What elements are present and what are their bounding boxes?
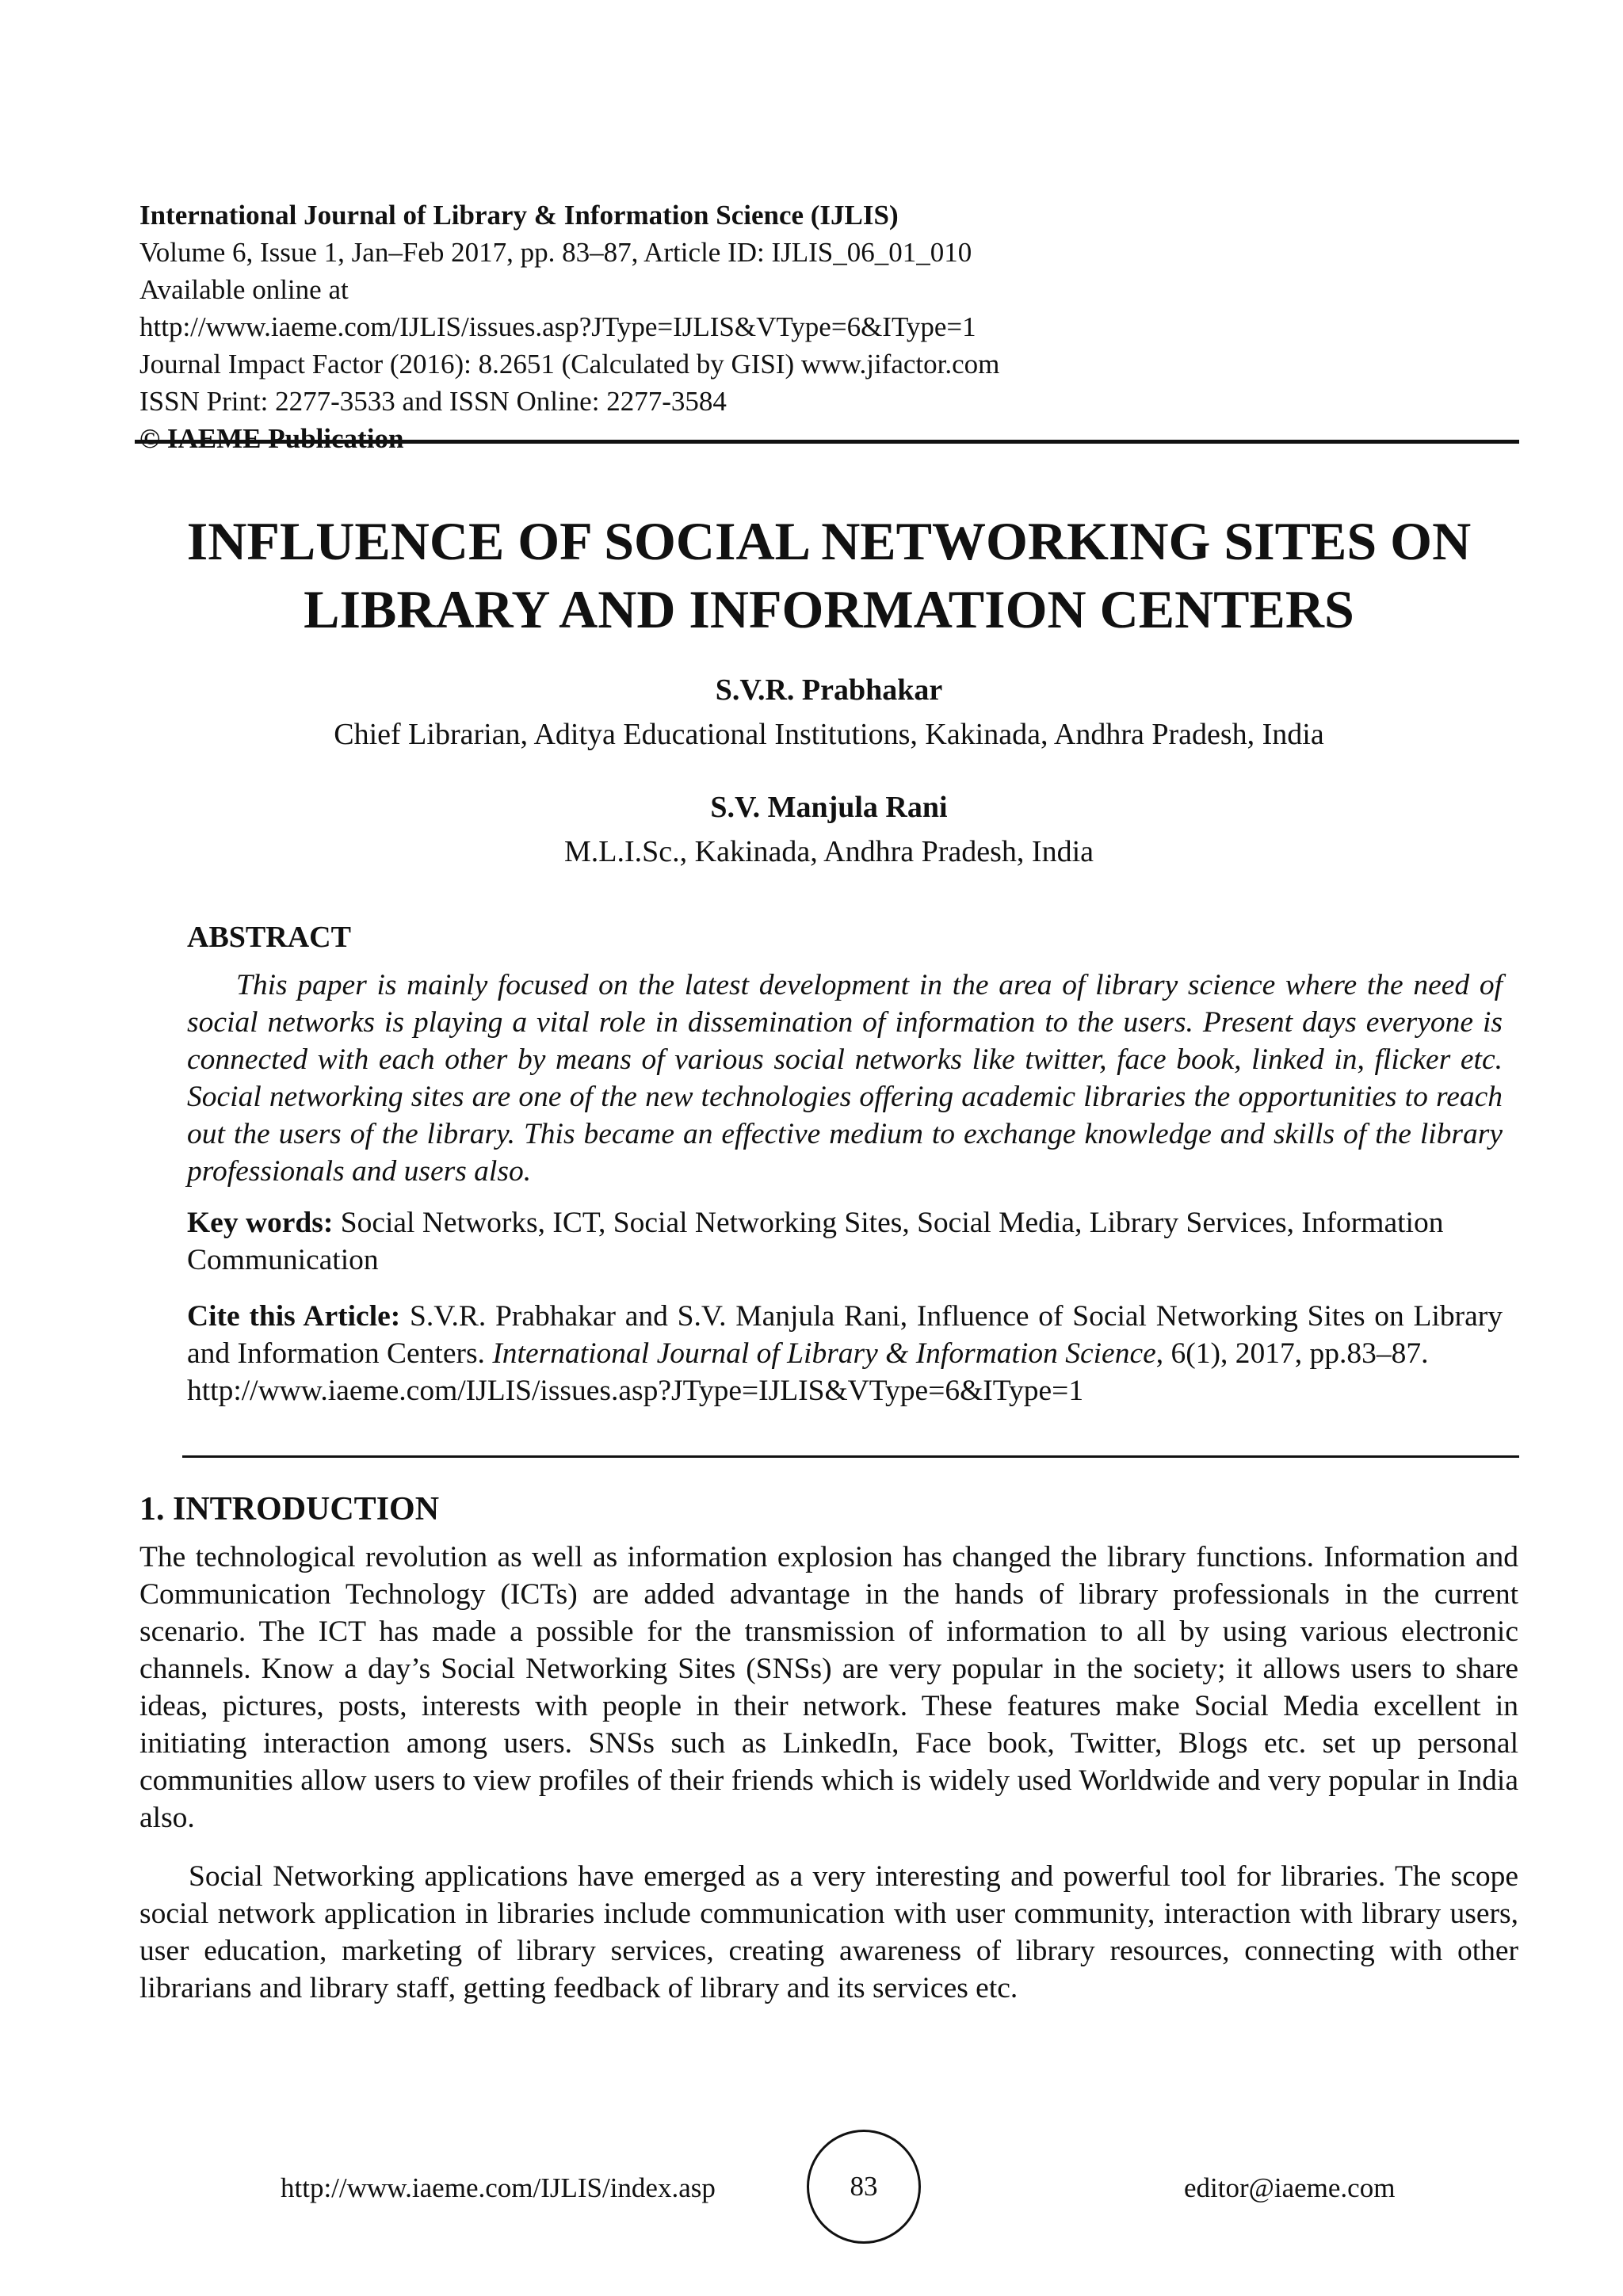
paper-title <box>139 507 1518 643</box>
citation-divider <box>182 1455 1519 1458</box>
author-affiliation-1: Chief Librarian, Aditya Educational Institutions, Kakinada, Andhra Pradesh, India <box>334 718 1324 751</box>
keywords-label: Key words: <box>187 1207 334 1239</box>
author-name-1: S.V.R. Prabhakar <box>715 673 943 707</box>
footer-url-link[interactable]: http://www.iaeme.com/IJLIS/index.asp <box>281 2172 716 2203</box>
abstract-text: This paper is mainly focused on the latest development in the area of library science where the need of social networks is playing a vital role in dissemination of information to the users. Present days everyone is connected with each other by means of various social networks like twitter, face book, linked in, flicker etc. Social networking sites are one of the new technologies offering academic libraries the opportunities to reach out the users of the library. This became an effective medium to exchange knowledge and skills of the library professionals and users also. <box>187 969 1503 1188</box>
keywords-text: Social Networks, ICT, Social Networking Sites, Social Media, Library Services, Information Communication <box>187 1207 1444 1276</box>
page-number-circle <box>807 2130 921 2244</box>
title-line-2: LIBRARY AND INFORMATION CENTERS <box>304 579 1354 639</box>
introduction-paragraph-2: Social Networking applications have emerged as a very interesting and powerful tool for libraries. The scope social network application in libraries include communication with user community, interaction with library users, user education, marketing of library services, creating awareness of library resources, connecting with other librarians and library staff, getting feedback of library and its services etc. <box>139 1860 1518 2004</box>
publisher-line: © IAEME Publication <box>139 423 404 454</box>
author-affiliation-2: M.L.I.Sc., Kakinada, Andhra Pradesh, India <box>563 835 1094 868</box>
page-number: 83 <box>850 2171 878 2202</box>
abstract-heading: ABSTRACT <box>187 921 351 954</box>
introduction-paragraph-1: The technological revolution as well as information explosion has changed the library functions. Information and Communication Technology (ICTs) are added advantage in the hands of library professionals in the current scenario. The ICT has made a possible for the transmission of information to all by using various electronic channels. Know a day’s Social Networking Sites (SNSs) are very popular in the society; it allows users to share ideas, pictures, posts, interests with people in their network. These features make Social Media excellent in initiating interaction among users. SNSs such as LinkedIn, Face book, Twitter, Blogs etc. set up personal communities allow users to view profiles of their friends which is widely used Worldwide and very popular in India also. <box>139 1541 1518 1834</box>
citation <box>187 1298 1503 1409</box>
introduction-heading: 1. INTRODUCTION <box>139 1491 440 1527</box>
cite-label: Cite this Article: <box>187 1300 401 1333</box>
impact-factor-line: Journal Impact Factor (2016): 8.2651 (Calculated by GISI) www.jifactor.com <box>139 349 1000 379</box>
keywords <box>187 1204 1503 1279</box>
author-name-2: S.V. Manjula Rani <box>710 791 948 824</box>
header-divider <box>135 440 1519 444</box>
issue-url-link[interactable]: http://www.iaeme.com/IJLIS/issues.asp?JType=IJLIS&VType=6&IType=1 <box>139 311 976 342</box>
title-line-1: INFLUENCE OF SOCIAL NETWORKING SITES ON <box>186 511 1472 571</box>
cite-text-after: , 6(1), 2017, pp.83–87. <box>1155 1337 1429 1370</box>
footer-email-link[interactable]: editor@iaeme.com <box>1184 2172 1396 2203</box>
cite-text-before: S.V.R. Prabhakar and S.V. Manjula Rani, Influence of Social Networking Sites on Library and Information Centers. <box>187 1300 1503 1370</box>
journal-title: International Journal of Library & Information Science (IJLIS) <box>139 200 899 231</box>
available-line: Available online at <box>139 274 349 305</box>
cite-url-link[interactable]: http://www.iaeme.com/IJLIS/issues.asp?JType=IJLIS&VType=6&IType=1 <box>187 1375 1084 1407</box>
volume-line: Volume 6, Issue 1, Jan–Feb 2017, pp. 83–87, Article ID: IJLIS_06_01_010 <box>139 237 972 268</box>
journal-header <box>139 196 1518 457</box>
issn-line: ISSN Print: 2277-3533 and ISSN Online: 2277-3584 <box>139 386 727 417</box>
cite-journal: International Journal of Library & Information Science <box>492 1337 1156 1370</box>
